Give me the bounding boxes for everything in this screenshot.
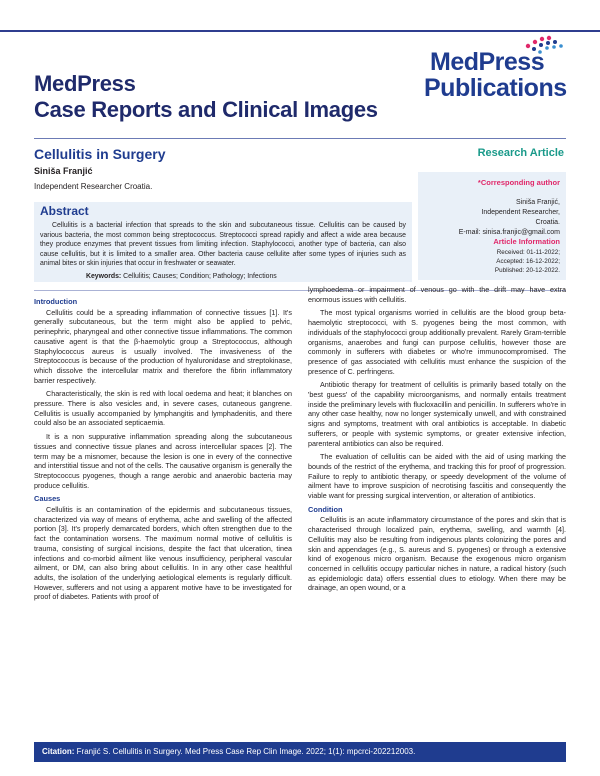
publisher-logo: [424, 34, 574, 104]
abstract-text: Cellulitis is a bacterial infection that spreads to the skin and subcutaneous tissue. Cellulitis can be caused by various bacteria, the most common being streptococcus. Streptococci spread rapidly and affect a wide area because they produce enzymes that prevent tissues from limiting infection. Staphylococci, another type of bacteria, can also cause cellulitis, but it is limited to a smaller area. Other bacteria cause cellulite after some types of injuries such as animal bites or skin injuries that occur in freshwater or seawater.: [40, 222, 406, 267]
citation-label: Citation:: [42, 747, 75, 756]
corr-country: Croatia.: [535, 219, 560, 226]
paragraph: lymphoedema or impairment of venous go with the drift may have extra enormous issues with cellulitis.: [308, 285, 566, 304]
keywords-label: Keywords:: [86, 273, 122, 280]
causes-heading: Causes: [34, 494, 61, 504]
corr-name: Siniša Franjić,: [516, 199, 560, 206]
top-rule: [0, 30, 600, 32]
paragraph: Cellulitis is an acute inflammatory circumstance of the pores and skin that is characterised through localized pain, erythema, swelling, and warmth [4]. Cellulitis may also be resulting from indigenous plants colonizing the pores and skin and appendages (e.g., S. aureus and S. pyogenes) or through a extensive kind of exogenous micro organism. Because the exogenous micro organism concerned in cellulitis occupy particular niches in nature, a radical history (such as epidemiologic data) offers essential clues to etiology. When there may be drainage, an open wound, or a: [308, 515, 566, 593]
received-date: Received: 01-11-2022;: [496, 249, 560, 256]
keywords: [86, 273, 277, 280]
accepted-date: Accepted: 16-12-2022;: [496, 258, 560, 265]
right-column: [308, 285, 566, 597]
journal-name: MedPress: [34, 71, 136, 96]
logo-line2: Publications: [424, 74, 567, 102]
paragraph: The most typical organisms worried in cellulitis are the blood group beta-haemolytic streptococci, with S. pyogenes being the most common, with individuals of the staphylococci group additionally prevalent. Rarely Gram-terrible organisms, anaerobes and fungi can purpose cellulitis, however those are commonly in sufferers with diabetes or who're immunocompromised. The presence of gas associated with cellulitis must enhance the suspicion of the presence of C. perfringens.: [308, 308, 566, 376]
paragraph: Cellulitis could be a spreading inflammation of connective tissues [1]. It's generally subcutaneous, but the term might also be applied to pelvic, perinephric, pharyngeal and other connective tissue inflammations. The common causative agent is that the β-haemolytic group a Streptococcus, although Staphylococcus aureus is usually involved. The invasiveness of the Streptococcus is because of the production of hyaluronidase and streptokinase, which dissolve the intercellular matrix and therefore the fibrin inflammatory barrier respectively.: [34, 307, 292, 385]
paragraph: It is a non suppurative inflammation spreading along the subcutaneous tissues and connective tissue planes and across intercellular spaces [2]. The term may be a misnomer, because the lesion is one in every of the connective and interstitial tissue and not of the cells. The causative organism is generally the Streptococcus pyogenes, though a range aerobic and anaerobic bacteria may produce cellulitis.: [34, 432, 292, 490]
logo-line1: MedPress: [430, 48, 545, 76]
paragraph: Antibiotic therapy for treatment of cellulitis is primarily based totally on the 'best guess' of the capability microorganisms, and normally entails treatment inside the preliminary levels with flucloxacillin and penicillin. In sufferers who're in any other case healthy, now no longer systemically unwell, and with constrained signs and symptoms, treatment with oral antibiotics is acceptable. In diabetic sufferers, or people with systemic symptoms, or greater extensive infection, parenteral antibiotics can also be required.: [308, 380, 566, 448]
citation-text: Franjić S. Cellulitis in Surgery. Med Press Case Rep Clin Image. 2022; 1(1): mpcrci-202212003.: [76, 747, 416, 756]
article-type: Research Article: [477, 147, 564, 159]
corr-email[interactable]: E-mail: sinisa.franjic@gmail.com: [458, 229, 560, 236]
corr-role: Independent Researcher,: [481, 209, 560, 216]
abstract-heading: Abstract: [40, 204, 89, 218]
introduction-heading: Introduction: [34, 297, 78, 306]
corresponding-author-label: *Corresponding author: [477, 178, 560, 187]
journal-title: Case Reports and Clinical Images: [34, 97, 378, 122]
condition-heading: Condition: [308, 504, 343, 514]
published-date: Published: 20-12-2022.: [494, 267, 560, 274]
author-affiliation: Independent Researcher Croatia.: [34, 182, 153, 191]
abstract-panel: [34, 202, 412, 282]
left-column: [34, 296, 292, 606]
keywords-list: Cellulitis; Causes; Condition; Pathology; Infections: [123, 273, 277, 280]
paragraph: The evaluation of cellulitis can be aided with the aid of using marking the bounds of the restrict of the erythema, and tracking this for proof of progression. Failure to reply to antibiotic therapy, or speedy development of the volume of ailment have to improve suspicion of necrotising fasciitis and consequently the viable want for pressing surgical intervention, or alteration of antibiotics.: [308, 452, 566, 501]
title-rule: [34, 138, 566, 139]
correspondence-panel: [418, 172, 566, 280]
article-info-label: Article Information: [493, 237, 560, 246]
citation-bar: [34, 742, 566, 762]
author-name: Siniša Franjić: [34, 166, 93, 176]
paragraph: Characteristically, the skin is red with local oedema and heat; it blanches on pressure. There is also vesicles and, in severe cases, cutaneous gangrene. Cellulitis is usually accompanied by lymphangitis and lymphadenitis, and there could also be an associated septicaemia.: [34, 389, 292, 428]
article-title: Cellulitis in Surgery: [34, 146, 166, 162]
paragraph: Cellulitis is an contamination of the epidermis and subcutaneous tissues, characterized via way of means of erythema, ache and swelling of the affected portion [3]. It's properly demarcated borders, which often strengthen due to the fact the contamination worsens. The maximum normal motive of cellulitis is trauma, consisting of surgical incisions, despite the fact that ulceration, tinea infections and co-morbid ailment like venous insufficiency, peripheral vascular ailment, or DM, can also bring about cellulitis. In in any other case healthful adults, the isolation of the underlying aetiological elements is regularly difficult. However, sufferers and not using a apparent motive have to be investigated for proof of diabetes. Patients with proof of: [34, 505, 292, 602]
